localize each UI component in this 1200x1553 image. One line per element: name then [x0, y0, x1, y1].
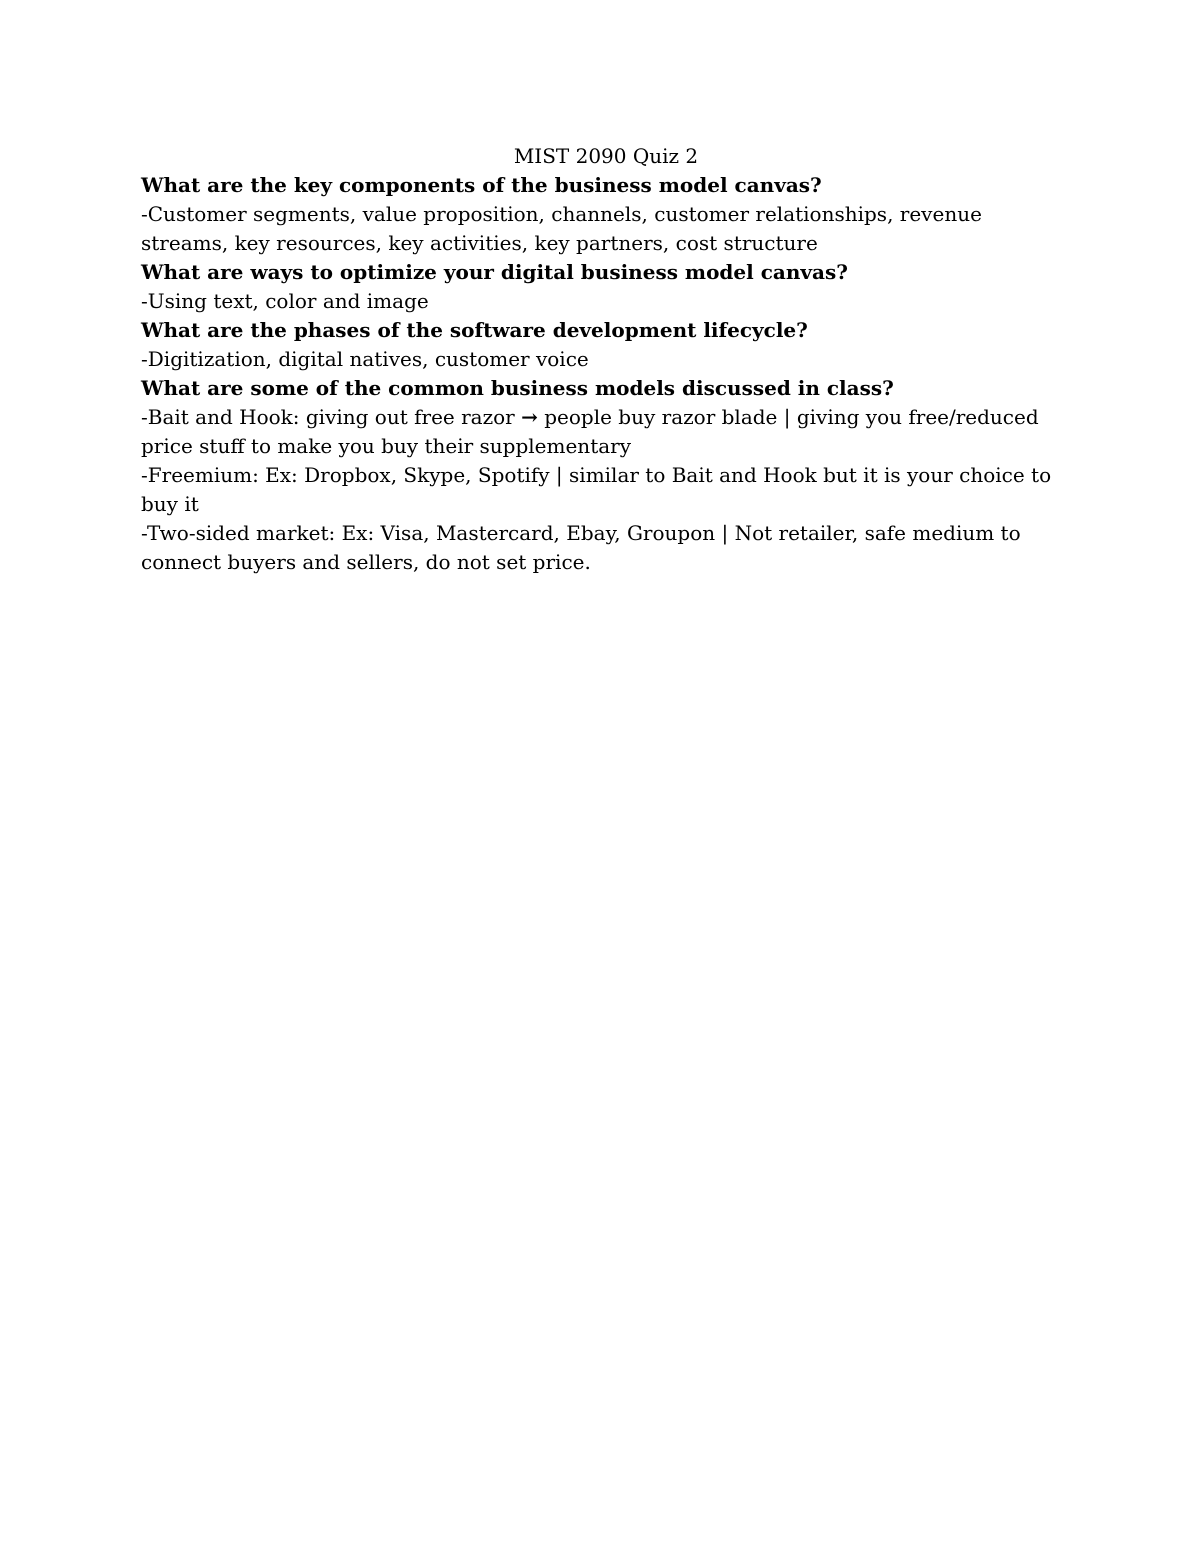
- question-1: What are the key components of the business model canvas?: [141, 173, 822, 197]
- document-content: [141, 142, 1071, 577]
- question-4: What are some of the common business models discussed in class?: [141, 376, 894, 400]
- answer-3-1: -Digitization, digital natives, customer voice: [141, 347, 589, 371]
- answer-4-1: [141, 403, 1071, 461]
- answer-2-1: -Using text, color and image: [141, 289, 429, 313]
- right-arrow-icon: →: [521, 405, 538, 429]
- question-2: What are ways to optimize your digital business model canvas?: [141, 260, 848, 284]
- answer-4-2: -Freemium: Ex: Dropbox, Skype, Spotify | similar to Bait and Hook but it is your choice to buy it: [141, 463, 1052, 516]
- answer-4-3: -Two-sided market: Ex: Visa, Mastercard, Ebay, Groupon | Not retailer, safe medium to connect buyers and sellers, do not set price.: [141, 521, 1021, 574]
- question-3: What are the phases of the software development lifecycle?: [141, 318, 808, 342]
- answer-4-1-before-arrow: -Bait and Hook: giving out free razor: [141, 405, 522, 429]
- page-title: MIST 2090 Quiz 2: [513, 144, 699, 168]
- answer-4-1-after-arrow: people buy razor blade | giving you free/reduced price stuff to make you buy their supplementary: [141, 405, 1039, 458]
- answer-1-1: -Customer segments, value proposition, channels, customer relationships, revenue streams, key resources, key activities, key partners, cost structure: [141, 202, 982, 255]
